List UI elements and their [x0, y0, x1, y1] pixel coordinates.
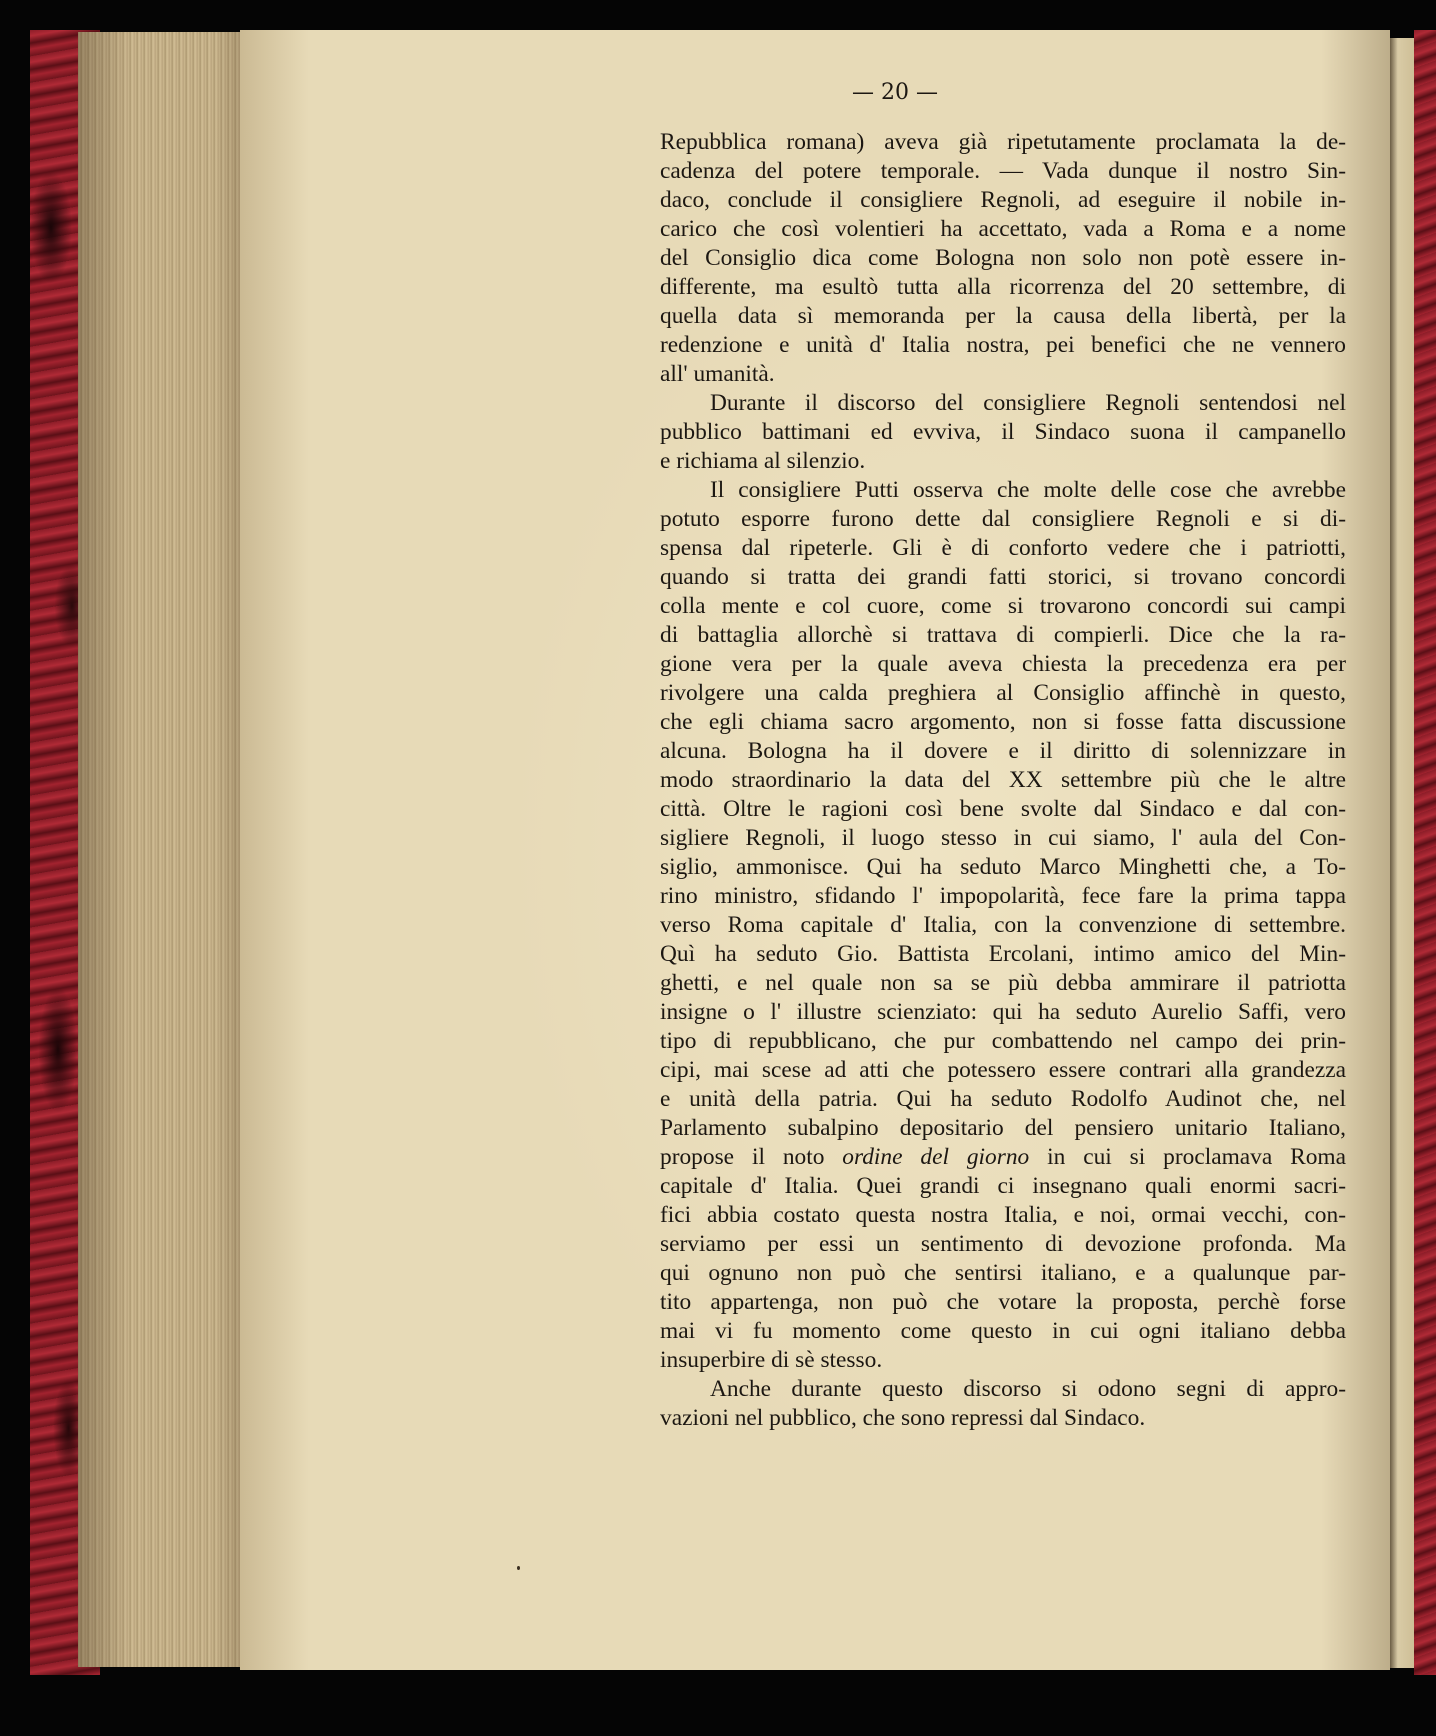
- text-line: pubblico battimani ed evviva, il Sindaco suona il campanello: [660, 419, 1346, 445]
- text-line: cipi, mai scese ad atti che potessero essere contrari alla grandezza: [660, 1057, 1346, 1083]
- text-line: spensa dal ripeterle. Gli è di conforto vedere che i patriotti,: [660, 535, 1346, 561]
- text-line: cadenza del potere temporale. — Vada dunque il nostro Sin-: [660, 158, 1346, 184]
- text-line: di battaglia allorchè si trattava di compierli. Dice che la ra-: [660, 622, 1346, 648]
- text-line: tipo di repubblicano, che pur combattendo nel campo dei prin-: [660, 1028, 1346, 1054]
- text-line: Quì ha seduto Gio. Battista Ercolani, intimo amico del Min-: [660, 941, 1346, 967]
- text-line: daco, conclude il consigliere Regnoli, ad eseguire il nobile in-: [660, 187, 1346, 213]
- text-line: verso Roma capitale d' Italia, con la convenzione di settembre.: [660, 912, 1346, 938]
- text-line: ghetti, e nel quale non sa se più debba ammirare il patriotta: [660, 970, 1346, 996]
- text-line: Repubblica romana) aveva già ripetutamente proclamata la de-: [660, 129, 1346, 155]
- text-line: all' umanità.: [660, 361, 775, 387]
- text-line: vazioni nel pubblico, che sono repressi dal Sindaco.: [660, 1405, 1146, 1431]
- text-line: e unità della patria. Qui ha seduto Rodolfo Audinot che, nel: [660, 1086, 1346, 1112]
- text-line: rino ministro, sfidando l' impopolarità, fece fare la prima tappa: [660, 883, 1346, 909]
- text-line: colla mente e col cuore, come si trovarono concordi sui campi: [660, 593, 1346, 619]
- text-line: modo straordinario la data del XX settembre più che le altre: [660, 767, 1346, 793]
- text-line: quando si tratta dei grandi fatti storici, si trovano concordi: [660, 564, 1346, 590]
- text-line: fici abbia costato questa nostra Italia, e noi, ormai vecchi, con-: [660, 1202, 1346, 1228]
- text-line: del Consiglio dica come Bologna non solo non potè essere in-: [660, 245, 1346, 271]
- text-line: Il consigliere Putti osserva che molte delle cose che avrebbe: [710, 477, 1346, 503]
- text-line: che egli chiama sacro argomento, non si fosse fatta discussione: [660, 709, 1346, 735]
- text-line: propose il noto ordine del giorno in cui si proclamava Roma: [660, 1144, 1346, 1170]
- text-line: carico che così volentieri ha accettato, vada a Roma e a nome: [660, 216, 1346, 242]
- text-line: città. Oltre le ragioni così bene svolte dal Sindaco e dal con-: [660, 796, 1346, 822]
- text-line: differente, ma esultò tutta alla ricorrenza del 20 settembre, di: [660, 274, 1346, 300]
- text-line: sigliere Regnoli, il luogo stesso in cui siamo, l' aula del Con-: [660, 825, 1346, 851]
- text-line: siglio, ammonisce. Qui ha seduto Marco Minghetti che, a To-: [660, 854, 1346, 880]
- text-line: e richiama al silenzio.: [660, 448, 866, 474]
- next-page-edge: [1390, 38, 1416, 1668]
- text-line: redenzione e unità d' Italia nostra, pei benefici che ne vennero: [660, 332, 1346, 358]
- text-line: insuperbire di sè stesso.: [660, 1347, 883, 1373]
- text-line: tito appartenga, non può che votare la proposta, perchè forse: [660, 1289, 1346, 1315]
- text-line: Durante il discorso del consigliere Regnoli sentendosi nel: [710, 390, 1346, 416]
- page-number: — 20 —: [852, 80, 938, 105]
- text-line: gione vera per la quale aveva chiesta la precedenza era per: [660, 651, 1346, 677]
- text-line: insigne o l' illustre scienziato: qui ha seduto Aurelio Saffi, vero: [660, 999, 1346, 1025]
- text-line: qui ognuno non può che sentirsi italiano, e a qualunque par-: [660, 1260, 1346, 1286]
- text-line: capitale d' Italia. Quei grandi ci insegnano quali enormi sacri-: [660, 1173, 1346, 1199]
- text-line: potuto esporre furono dette dal consigliere Regnoli e si di-: [660, 506, 1346, 532]
- text-line: quella data sì memoranda per la causa della libertà, per la: [660, 303, 1346, 329]
- body-text: [660, 128, 1346, 1433]
- text-line: Anche durante questo discorso si odono segni di appro-: [710, 1376, 1346, 1402]
- text-line: mai vi fu momento come questo in cui ogni italiano debba: [660, 1318, 1346, 1344]
- text-line: Parlamento subalpino depositario del pensiero unitario Italiano,: [660, 1115, 1346, 1141]
- page-edges: [78, 32, 249, 1667]
- paper-speck: [517, 1566, 520, 1570]
- text-line: rivolgere una calda preghiera al Consiglio affinchè in questo,: [660, 680, 1346, 706]
- text-line: alcuna. Bologna ha il dovere e il diritto di solennizzare in: [660, 738, 1346, 764]
- marbled-cover-right: [1414, 30, 1436, 1675]
- text-line: serviamo per essi un sentimento di devozione profonda. Ma: [660, 1231, 1346, 1257]
